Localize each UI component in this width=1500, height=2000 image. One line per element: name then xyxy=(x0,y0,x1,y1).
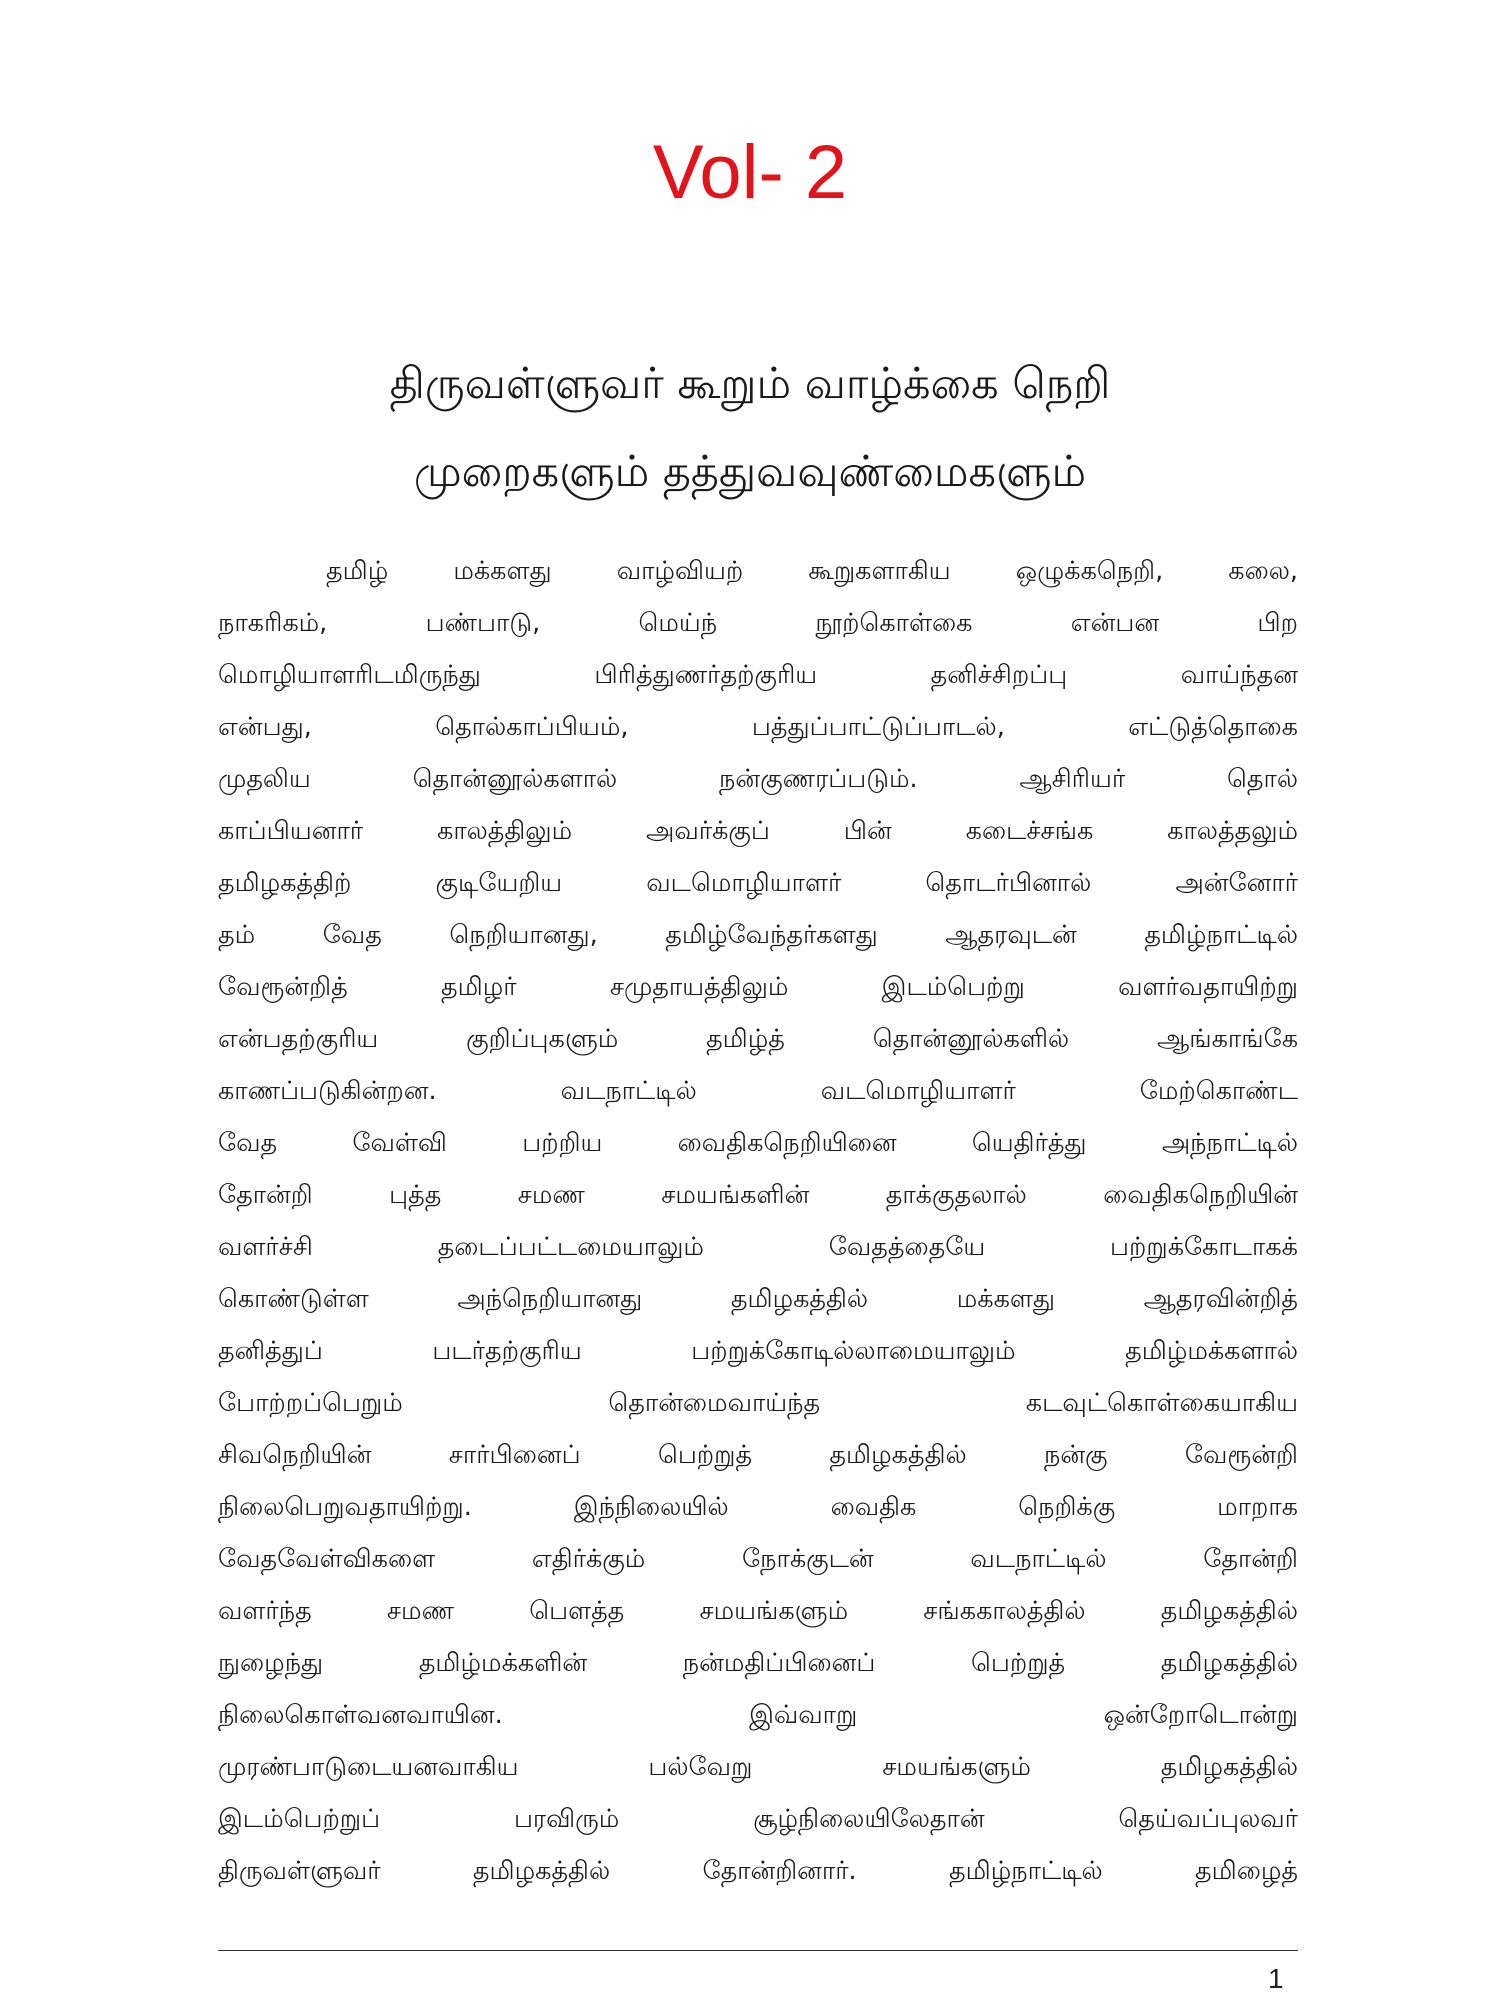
text-line: நாகரிகம், பண்பாடு, மெய்ந் நூற்கொள்கை என்பன பிற xyxy=(218,608,1298,638)
text-line: வேத வேள்வி பற்றிய வைதிகநெறியினை யெதிர்த்து அந்நாட்டில் xyxy=(218,1128,1298,1158)
body-paragraph xyxy=(218,545,1298,1897)
text-line: காணப்படுகின்றன. வடநாட்டில் வடமொழியாளர் மேற்கொண்ட xyxy=(218,1076,1298,1106)
chapter-title xyxy=(150,340,1350,516)
title-line: திருவள்ளுவர் கூறும் வாழ்க்கை நெறி xyxy=(389,359,1111,409)
text-line: தமிழ் மக்களது வாழ்வியற் கூறுகளாகிய ஒழுக்கநெறி, கலை, xyxy=(326,556,1298,586)
volume-label: Vol- 2 xyxy=(652,130,848,215)
text-line: என்பதற்குரிய குறிப்புகளும் தமிழ்த் தொன்னூல்களில் ஆங்காங்கே xyxy=(218,1024,1298,1054)
text-line: தம் வேத நெறியானது, தமிழ்வேந்தர்களது ஆதரவுடன் தமிழ்நாட்டில் xyxy=(218,920,1298,950)
text-line: தோன்றி புத்த சமண சமயங்களின் தாக்குதலால் வைதிகநெறியின் xyxy=(218,1180,1298,1210)
text-line: திருவள்ளுவர் தமிழகத்தில் தோன்றினார். தமிழ்நாட்டில் தமிழைத் xyxy=(218,1856,1298,1886)
text-line: தனித்துப் படர்தற்குரிய பற்றுக்கோடில்லாமையாலும் தமிழ்மக்களால் xyxy=(218,1336,1298,1366)
text-line: வேரூன்றித் தமிழர் சமுதாயத்திலும் இடம்பெற்று வளர்வதாயிற்று xyxy=(218,972,1298,1002)
text-line: வேதவேள்விகளை எதிர்க்கும் நோக்குடன் வடநாட்டில் தோன்றி xyxy=(218,1544,1298,1574)
text-line: வளர்ந்த சமண பௌத்த சமயங்களும் சங்ககாலத்தில் தமிழகத்தில் xyxy=(218,1596,1298,1626)
text-line: வளர்ச்சி தடைப்பட்டமையாலும் வேதத்தையே பற்றுக்கோடாகக் xyxy=(218,1232,1298,1262)
text-line: முதலிய தொன்னூல்களால் நன்குணரப்படும். ஆசிரியர் தொல் xyxy=(218,764,1298,794)
text-line: சிவநெறியின் சார்பினைப் பெற்றுத் தமிழகத்தில் நன்கு வேரூன்றி xyxy=(218,1440,1298,1470)
text-line: நுழைந்து தமிழ்மக்களின் நன்மதிப்பினைப் பெற்றுத் தமிழகத்தில் xyxy=(218,1648,1298,1678)
text-line: நிலைபெறுவதாயிற்று. இந்நிலையில் வைதிக நெறிக்கு மாறாக xyxy=(218,1492,1298,1522)
page-number: 1 xyxy=(1268,1963,1284,1994)
footer-divider xyxy=(218,1950,1298,1951)
text-line: நிலைகொள்வனவாயின. இவ்வாறு ஒன்றோடொன்று xyxy=(218,1700,1298,1730)
text-line: காப்பியனார் காலத்திலும் அவர்க்குப் பின் கடைச்சங்க காலத்தலும் xyxy=(218,816,1298,846)
text-line: போற்றப்பெறும் தொன்மைவாய்ந்த கடவுட்கொள்கையாகிய xyxy=(218,1388,1298,1418)
text-line: என்பது, தொல்காப்பியம், பத்துப்பாட்டுப்பாடல், எட்டுத்தொகை xyxy=(218,712,1298,742)
text-line: இடம்பெற்றுப் பரவிரும் சூழ்நிலையிலேதான் தெய்வப்புலவர் xyxy=(218,1804,1298,1834)
text-line: முரண்பாடுடையனவாகிய பல்வேறு சமயங்களும் தமிழகத்தில் xyxy=(218,1752,1298,1782)
text-line: தமிழகத்திற் குடியேறிய வடமொழியாளர் தொடர்பினால் அன்னோர் xyxy=(218,868,1298,898)
text-line: மொழியாளரிடமிருந்து பிரித்துணர்தற்குரிய தனிச்சிறப்பு வாய்ந்தன xyxy=(218,660,1298,690)
text-line: கொண்டுள்ள அந்நெறியானது தமிழகத்தில் மக்களது ஆதரவின்றித் xyxy=(218,1284,1298,1314)
title-line: முறைகளும் தத்துவவுண்மைகளும் xyxy=(413,447,1087,497)
